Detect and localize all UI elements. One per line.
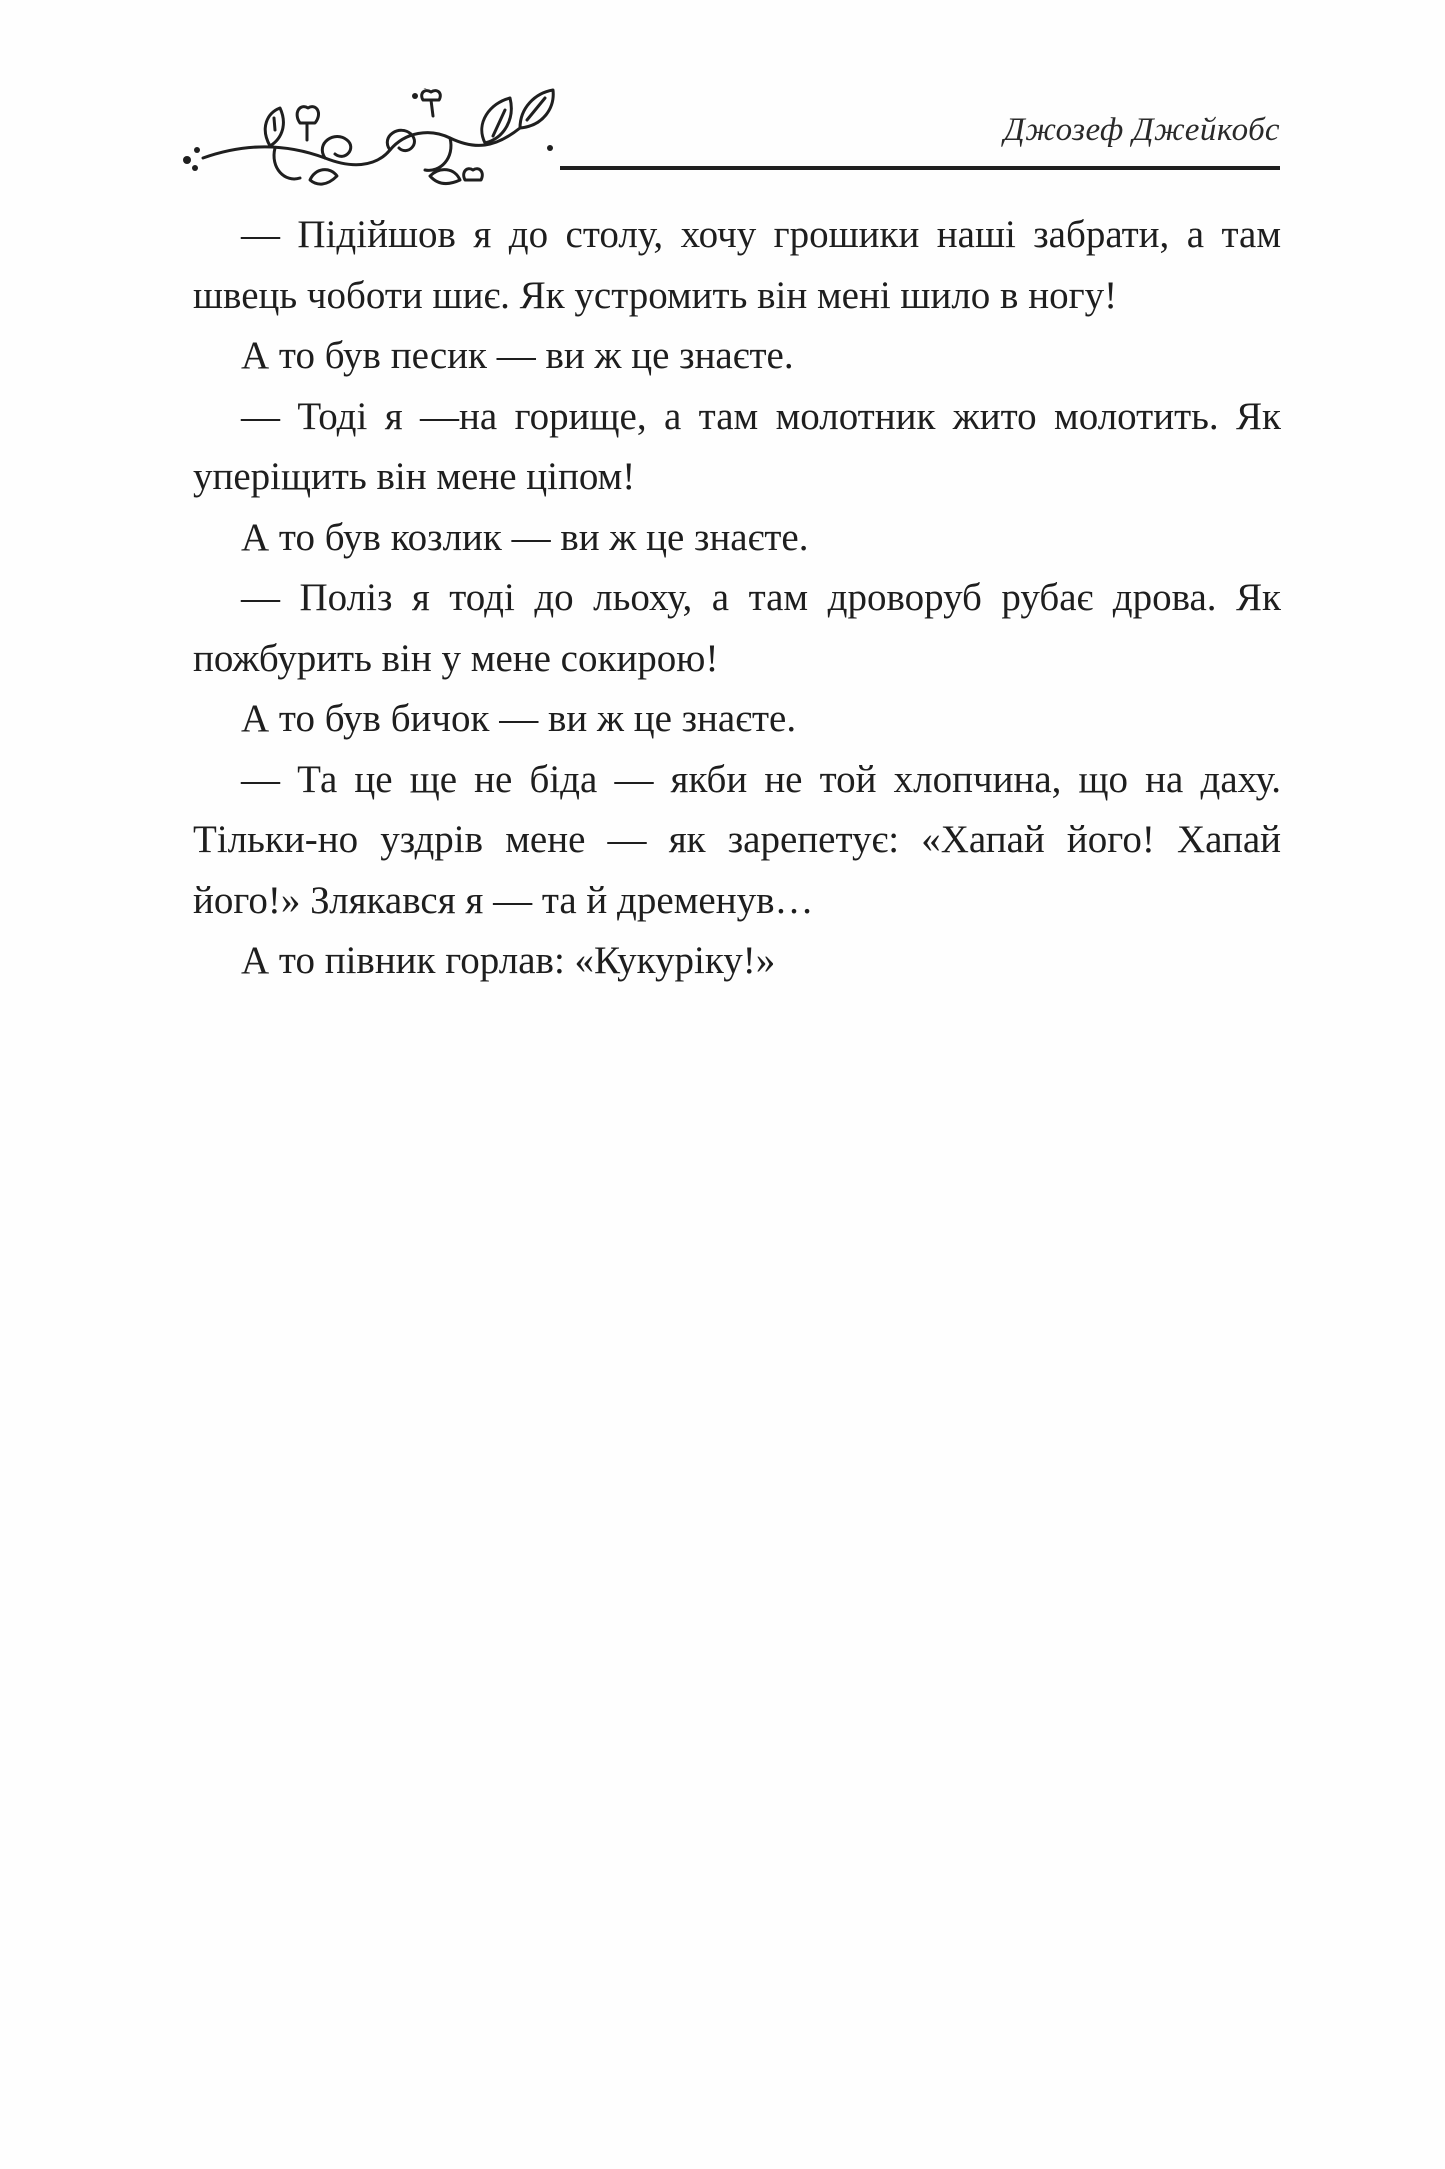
paragraph: — Підійшов я до столу, хочу грошики наші забрати, а там швець чоботи шиє. Як устромить він мені шило в ногу! <box>193 213 1281 317</box>
running-head-author: Джозеф Джейкобс <box>1003 112 1280 148</box>
floral-vine-ornament-icon <box>175 88 565 198</box>
paragraph: — Та це ще не біда — якби не той хлопчина, що на даху. Тільки-но уздрів мене — як зарепетує: «Хапай його! Хапай його!» Злякався я — та й дременув… <box>193 757 1281 922</box>
header-rule <box>560 166 1280 170</box>
paragraph: А то півник горлав: «Кукуріку!» <box>241 939 776 982</box>
body-text <box>193 205 1281 992</box>
page-header <box>175 88 1280 198</box>
paragraph: А то був бичок — ви ж це знаєте. <box>241 697 797 740</box>
paragraph: А то був козлик — ви ж це знаєте. <box>241 515 809 559</box>
paragraph: — Поліз я тоді до льоху, а там дроворуб рубає дрова. Як пожбурить він у мене сокирою! <box>193 576 1281 680</box>
paragraph: А то був песик — ви ж це знаєте. <box>241 334 794 377</box>
paragraph: — Тоді я —на горище, а там молотник жито молотить. Як уперіщить він мене ціпом! <box>193 394 1281 498</box>
